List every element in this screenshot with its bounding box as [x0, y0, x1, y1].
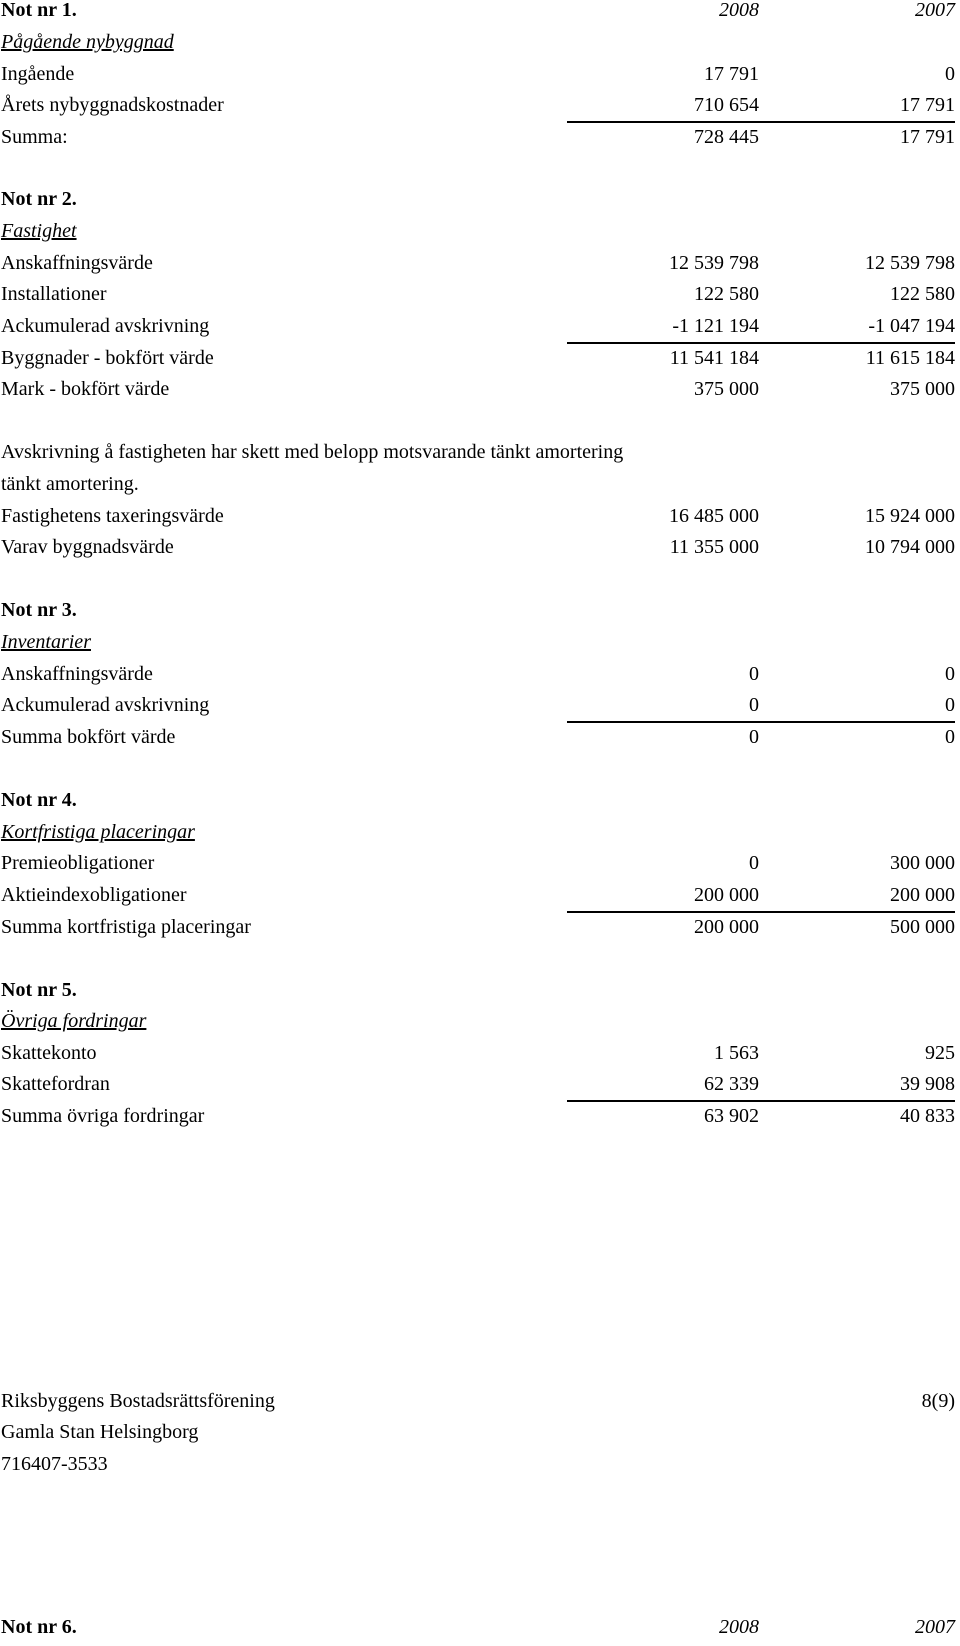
row-label: Premieobligationer — [1, 852, 155, 874]
row-label: Årets nybyggnadskostnader — [1, 94, 224, 116]
sum-divider — [567, 342, 955, 344]
row-label: Summa: — [1, 126, 68, 148]
note-3-header — [0, 600, 955, 626]
note-1-year-2007: 2007 — [915, 0, 955, 21]
row-label: Summa bokfört värde — [1, 726, 176, 748]
note-4-subtitle: Kortfristiga placeringar — [1, 821, 195, 843]
table-row — [0, 316, 955, 342]
row-value-2007: 0 — [945, 726, 955, 748]
row-value-2008: 17 791 — [704, 63, 759, 85]
row-value-2007: 11 615 184 — [865, 347, 955, 369]
row-value-2008: 11 541 184 — [669, 347, 759, 369]
row-value-2008: 0 — [749, 694, 759, 716]
note-1-title: Not nr 1. — [1, 0, 77, 21]
note-2-subtitle: Fastighet — [1, 220, 77, 242]
row-value-2008: 62 339 — [704, 1073, 759, 1095]
note-2-header — [0, 189, 955, 215]
table-row — [0, 664, 955, 690]
row-label: Summa övriga fordringar — [1, 1105, 205, 1127]
note-2-text-row — [0, 442, 955, 468]
row-value-2008: 728 445 — [694, 126, 759, 148]
row-value-2007: 0 — [945, 694, 955, 716]
note-2-paragraph-line-2: tänkt amortering. — [1, 473, 139, 495]
note-6-header — [0, 1617, 955, 1643]
row-value-2007: 39 908 — [900, 1073, 955, 1095]
row-value-2008: 0 — [749, 663, 759, 685]
row-value-2007: 500 000 — [890, 916, 955, 938]
row-label: Ackumulerad avskrivning — [1, 315, 210, 337]
row-value-2007: 40 833 — [900, 1105, 955, 1127]
table-row — [0, 1106, 955, 1132]
table-row — [0, 853, 955, 879]
footer-row — [0, 1422, 955, 1448]
note-1-header — [0, 0, 955, 26]
note-6-year-2008: 2008 — [719, 1616, 759, 1638]
note-3-title: Not nr 3. — [1, 599, 77, 621]
table-row — [0, 506, 955, 532]
note-4-title: Not nr 4. — [1, 789, 77, 811]
footer-row — [0, 1391, 955, 1417]
row-value-2007: 375 000 — [890, 378, 955, 400]
row-value-2008: 710 654 — [694, 94, 759, 116]
sum-divider — [567, 721, 955, 723]
note-4-subtitle-row — [0, 822, 955, 848]
row-value-2007: 12 539 798 — [865, 252, 955, 274]
note-2-subtitle-row — [0, 221, 955, 247]
row-value-2007: 200 000 — [890, 884, 955, 906]
sum-divider — [567, 1100, 955, 1102]
footer-row — [0, 1454, 955, 1480]
note-5-title: Not nr 5. — [1, 979, 77, 1001]
note-1-subtitle-row — [0, 32, 955, 58]
row-label: Anskaffningsvärde — [1, 663, 153, 685]
footer-page-number: 8(9) — [921, 1390, 955, 1412]
row-label: Skattekonto — [1, 1042, 97, 1064]
row-label: Fastighetens taxeringsvärde — [1, 505, 224, 527]
row-label: Installationer — [1, 283, 107, 305]
row-value-2008: 122 580 — [694, 283, 759, 305]
table-row — [0, 253, 955, 279]
row-value-2007: 300 000 — [890, 852, 955, 874]
note-6-title: Not nr 6. — [1, 1616, 77, 1638]
note-3-subtitle-row — [0, 632, 955, 658]
note-6-year-2007: 2007 — [915, 1616, 955, 1638]
note-1-year-2008: 2008 — [719, 0, 759, 21]
table-row — [0, 695, 955, 721]
table-row — [0, 885, 955, 911]
table-row — [0, 727, 955, 753]
row-value-2007: 0 — [945, 663, 955, 685]
row-value-2007: -1 047 194 — [868, 315, 955, 337]
table-row — [0, 1074, 955, 1100]
note-5-subtitle-row — [0, 1011, 955, 1037]
row-value-2007: 17 791 — [900, 94, 955, 116]
row-value-2008: 63 902 — [704, 1105, 759, 1127]
row-value-2007: 122 580 — [890, 283, 955, 305]
row-label: Ingående — [1, 63, 75, 85]
row-value-2007: 925 — [925, 1042, 955, 1064]
row-label: Byggnader - bokfört värde — [1, 347, 214, 369]
row-value-2008: 0 — [749, 726, 759, 748]
row-value-2008: 375 000 — [694, 378, 759, 400]
table-row — [0, 127, 955, 153]
note-4-header — [0, 790, 955, 816]
note-2-text-row — [0, 474, 955, 500]
row-label: Skattefordran — [1, 1073, 110, 1095]
row-value-2008: 1 563 — [714, 1042, 759, 1064]
sum-divider — [567, 121, 955, 123]
note-1-subtitle: Pågående nybyggnad — [1, 31, 174, 53]
row-label: Anskaffningsvärde — [1, 252, 153, 274]
row-label: Mark - bokfört värde — [1, 378, 170, 400]
table-row — [0, 95, 955, 121]
row-value-2008: -1 121 194 — [672, 315, 759, 337]
table-row — [0, 284, 955, 310]
row-value-2008: 16 485 000 — [669, 505, 759, 527]
row-value-2007: 0 — [945, 63, 955, 85]
note-3-subtitle: Inventarier — [1, 631, 91, 653]
note-2-paragraph-line-1: Avskrivning å fastigheten har skett med belopp motsvarande tänkt amortering — [1, 441, 624, 463]
footer-org-city: Gamla Stan Helsingborg — [1, 1421, 199, 1443]
row-value-2007: 10 794 000 — [865, 536, 955, 558]
row-label: Aktieindexobligationer — [1, 884, 187, 906]
row-value-2008: 200 000 — [694, 916, 759, 938]
table-row — [0, 1043, 955, 1069]
table-row — [0, 348, 955, 374]
table-row — [0, 917, 955, 943]
row-value-2008: 200 000 — [694, 884, 759, 906]
row-value-2008: 0 — [749, 852, 759, 874]
note-5-header — [0, 980, 955, 1006]
row-value-2008: 11 355 000 — [669, 536, 759, 558]
row-label: Summa kortfristiga placeringar — [1, 916, 251, 938]
row-label: Ackumulerad avskrivning — [1, 694, 210, 716]
row-value-2007: 17 791 — [900, 126, 955, 148]
row-label: Varav byggnadsvärde — [1, 536, 174, 558]
table-row — [0, 64, 955, 90]
row-value-2008: 12 539 798 — [669, 252, 759, 274]
table-row — [0, 379, 955, 405]
sum-divider — [567, 911, 955, 913]
note-5-subtitle: Övriga fordringar — [1, 1010, 147, 1032]
row-value-2007: 15 924 000 — [865, 505, 955, 527]
footer-org-name: Riksbyggens Bostadsrättsförening — [1, 1390, 275, 1412]
footer-org-number: 716407-3533 — [1, 1453, 108, 1475]
table-row — [0, 537, 955, 563]
note-2-title: Not nr 2. — [1, 188, 77, 210]
